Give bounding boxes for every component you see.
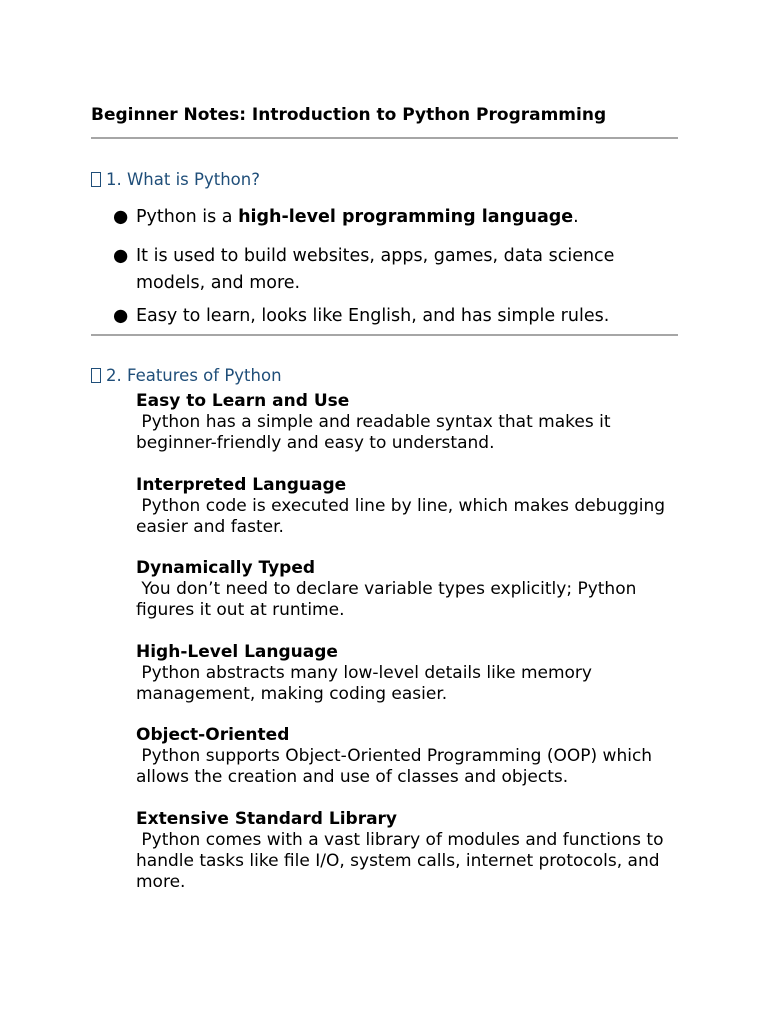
feature-item — [136, 474, 681, 538]
feature-description: Python supports Object-Oriented Programming (OOP) which allows the creation and use of classes and objects. — [136, 746, 658, 787]
section-heading-what-is-python — [91, 169, 260, 191]
list-item — [113, 204, 683, 231]
bullet-text-suffix: . — [573, 207, 579, 227]
bullet-icon: ● — [113, 207, 129, 227]
horizontal-rule — [91, 334, 678, 336]
feature-title: Interpreted Language — [136, 474, 347, 495]
feature-description: Python has a simple and readable syntax that makes it beginner-friendly and easy to understand. — [136, 412, 616, 453]
feature-description: You don’t need to declare variable types explicitly; Python figures it out at runtime. — [136, 579, 642, 620]
feature-item — [136, 390, 681, 454]
bullet-list — [113, 204, 683, 330]
feature-item — [136, 724, 681, 788]
feature-description: Python abstracts many low-level details like memory management, making coding easier. — [136, 662, 598, 704]
feature-list — [136, 390, 681, 912]
feature-title: Dynamically Typed — [136, 558, 316, 578]
horizontal-rule — [91, 137, 678, 139]
feature-item — [136, 641, 681, 705]
section-heading-features — [91, 365, 282, 387]
missing-glyph-icon — [91, 172, 101, 187]
bullet-text-bold: high-level programming language — [238, 207, 574, 227]
feature-description: Python comes with a vast library of modules and functions to handle tasks like file I/O, system calls, internet protocols, and more. — [136, 829, 669, 892]
bullet-text: It is used to build websites, apps, games, data science models, and more. — [136, 246, 615, 293]
bullet-icon: ● — [113, 306, 129, 326]
feature-title: Object-Oriented — [136, 725, 290, 745]
document-title: Beginner Notes: Introduction to Python Programming — [91, 105, 607, 125]
list-item — [113, 303, 683, 330]
feature-title: High-Level Language — [136, 641, 338, 662]
section-heading-text: 1. What is Python? — [106, 170, 260, 189]
list-item — [113, 243, 683, 297]
feature-item — [136, 808, 681, 893]
section-heading-text: 2. Features of Python — [106, 366, 282, 385]
bullet-text-prefix: Python is a — [136, 207, 239, 227]
feature-item — [136, 557, 681, 621]
bullet-text: Easy to learn, looks like English, and has simple rules. — [136, 306, 610, 326]
feature-title: Extensive Standard Library — [136, 808, 398, 829]
feature-title: Easy to Learn and Use — [136, 391, 350, 411]
feature-description: Python code is executed line by line, which makes debugging easier and faster. — [136, 495, 671, 537]
missing-glyph-icon — [91, 368, 101, 383]
bullet-icon: ● — [113, 246, 129, 266]
